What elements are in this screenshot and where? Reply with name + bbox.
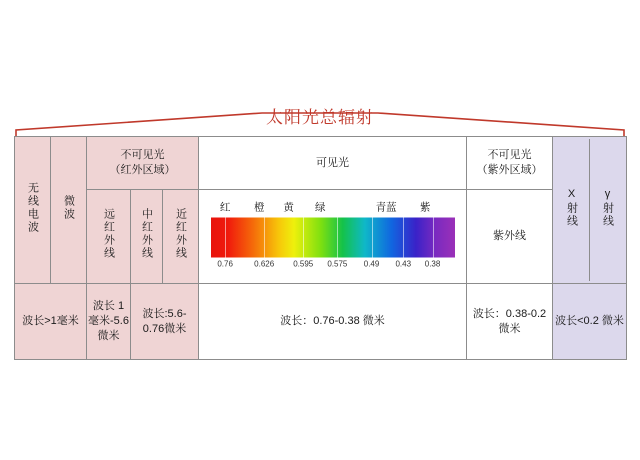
cell-gamma-band <box>590 139 626 281</box>
invisible-ir-line1: 不可见光 <box>120 149 165 162</box>
cell-radio-wavelength <box>15 284 87 360</box>
radio-wavelength-label: 波长>1毫米 <box>22 315 79 328</box>
spectrum-color-label-2: 黄 <box>283 201 294 214</box>
mid-ir-label: 中红外线 <box>140 208 153 261</box>
spectrum-table <box>14 136 627 360</box>
cell-infrared-wavelength <box>131 284 199 360</box>
cell-visible-wavelength <box>199 284 467 360</box>
visible-wavelength-label: 波长：0.76-0.38 微米 <box>280 315 385 328</box>
bracket-line <box>14 108 626 138</box>
uv-label: 紫外线 <box>493 230 526 243</box>
spectrum-scale-label-5: 0.43 <box>395 259 412 269</box>
table-row-header <box>15 137 627 190</box>
cell-microwave-wavelength <box>87 284 131 360</box>
cell-xray-gamma-wavelength <box>553 284 627 360</box>
spectrum-scale-label-2: 0.595 <box>293 259 314 269</box>
radio-label: 无线电波 <box>26 181 39 234</box>
diagram-title: 太阳光总辐射 <box>266 108 374 127</box>
table-row-wavelengths <box>15 284 627 360</box>
spectrum-tick-0 <box>225 217 226 257</box>
invisible-uv-line1: 不可见光 <box>487 149 532 162</box>
near-ir-label: 近红外线 <box>174 208 187 261</box>
cell-near-infrared-band <box>163 189 199 283</box>
cell-visible-header <box>199 137 467 190</box>
spectrum-scale-label-0: 0.76 <box>217 259 233 269</box>
invisible-uv-line2: （紫外区域） <box>476 163 543 176</box>
spectrum-table-wrapper <box>14 136 626 360</box>
cell-ultraviolet-wavelength <box>467 284 553 360</box>
cell-radio-band <box>15 137 51 284</box>
spectrum-tick-6 <box>433 217 434 257</box>
visible-label: 可见光 <box>316 156 349 169</box>
spectrum-scale-label-4: 0.49 <box>363 259 380 269</box>
spectrum-block <box>211 200 455 273</box>
spectrum-scale-label-3: 0.575 <box>327 259 348 269</box>
spectrum-color-label-4: 青蓝 <box>375 201 397 214</box>
infrared-wavelength-label: 波长:5.6-0.76微米 <box>142 307 187 335</box>
cell-mid-infrared-band <box>131 189 163 283</box>
visible-spectrum-panel <box>200 192 465 281</box>
cell-xray-band <box>554 139 590 281</box>
microwave-label: 微波 <box>62 194 75 221</box>
spectrum-scale-label-1: 0.626 <box>254 259 275 269</box>
spectrum-color-labels <box>211 200 455 215</box>
table-row-bands <box>15 189 627 283</box>
spectrum-color-label-3: 绿 <box>315 201 326 214</box>
spectrum-color-label-0: 红 <box>219 201 231 214</box>
cell-microwave-band <box>51 137 87 284</box>
cell-invisible-ultraviolet-header <box>467 137 553 190</box>
xray-gamma-wavelength-label: 波长<0.2 微米 <box>555 315 624 328</box>
spectrum-gradient-bar <box>211 217 455 257</box>
cell-xray-gamma-band <box>553 137 627 284</box>
xray-label: X射线 <box>565 187 578 228</box>
cell-far-infrared-band <box>87 189 131 283</box>
far-ir-label: 远红外线 <box>102 208 115 261</box>
cell-visible-spectrum <box>199 189 467 283</box>
spectrum-color-label-5: 紫 <box>419 201 431 214</box>
spectrum-tick-1 <box>264 217 265 257</box>
spectrum-color-label-1: 橙 <box>254 201 265 214</box>
spectrum-tick-5 <box>403 217 404 257</box>
spectrum-scale-labels <box>211 259 455 273</box>
cell-ultraviolet-band <box>467 189 553 283</box>
invisible-ir-line2: （红外区域） <box>109 163 176 176</box>
spectrum-scale-label-6: 0.38 <box>424 259 441 269</box>
spectrum-tick-2 <box>303 217 304 257</box>
uv-wavelength-label: 波长：0.38-0.2 微米 <box>472 307 547 335</box>
microwave-wavelength-label: 波长 1毫米-5.6微米 <box>88 300 129 343</box>
cell-invisible-infrared-header <box>87 137 199 190</box>
spectrum-tick-4 <box>372 217 373 257</box>
spectrum-tick-3 <box>337 217 338 257</box>
gamma-label: γ射线 <box>601 187 614 228</box>
